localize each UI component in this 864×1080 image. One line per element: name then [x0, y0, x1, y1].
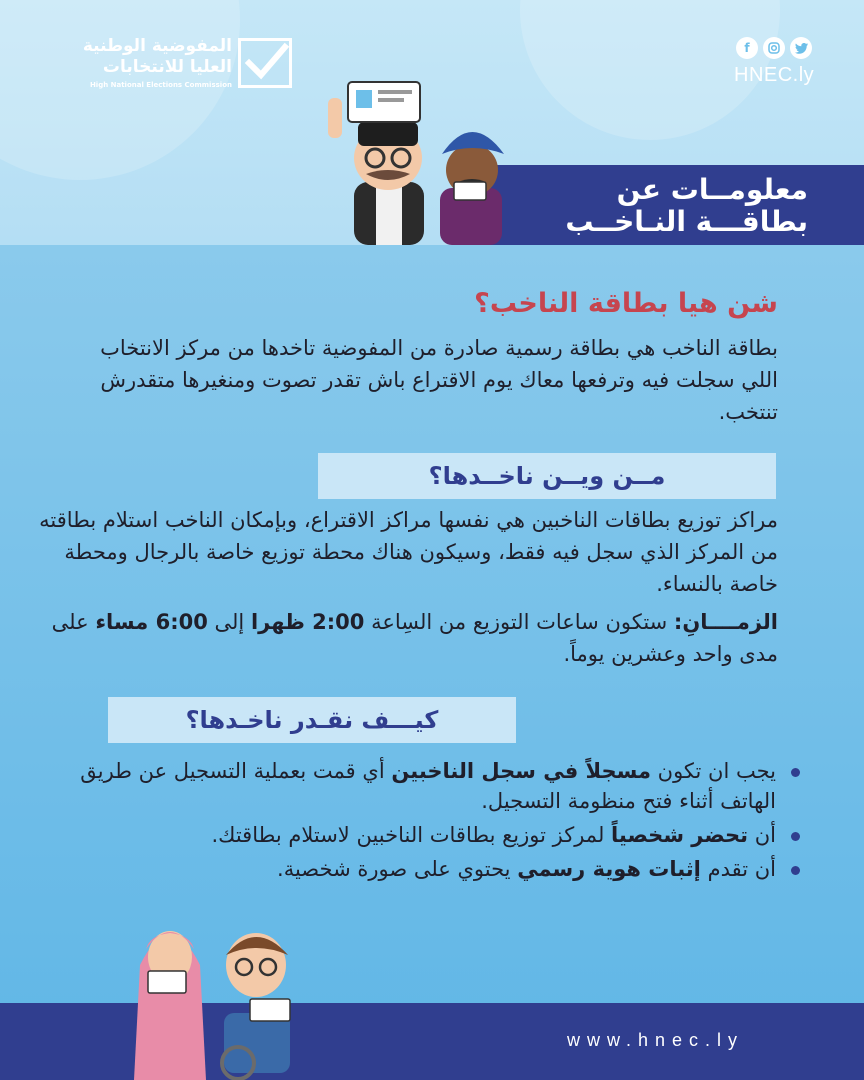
title-line-2: بطاقـــة النـاخــب: [565, 205, 808, 238]
social-url[interactable]: HNEC.ly: [734, 64, 815, 86]
requirement-text: أن: [748, 823, 776, 847]
time-text-3: على مدى واحد وعشرين يوماً.: [51, 610, 778, 666]
logo-arabic-line2: العليا للانتخابات: [102, 57, 232, 77]
requirement-text: لمركز توزيع بطاقات الناخبين لاستلام بطاقتك.: [211, 823, 612, 847]
logo-english-text: High National Elections Commission: [89, 81, 232, 89]
time-text-1: ستكون ساعات التوزيع من السِاعة: [364, 610, 674, 634]
requirement-item: [48, 820, 808, 850]
requirement-item: [48, 756, 808, 816]
section-heading-where: مــن ويــن ناخــدها؟: [428, 462, 666, 490]
distribution-time-paragraph: [38, 606, 778, 670]
instagram-icon[interactable]: [763, 37, 785, 59]
facebook-icon[interactable]: f: [736, 37, 758, 59]
section-body-where: مراكز توزيع بطاقات الناخبين هي نفسها مراكز الاقتراع، وبإمكان الناخب استلام بطاقته من المركز الذي سجل فيه فقط، وسيكون هناك محطة توزيع خاصة بالرجال ومحطة خاصة بالنساء.: [39, 508, 778, 596]
social-links: [736, 37, 812, 59]
ballot-check-icon: [238, 38, 292, 88]
footer-website-link[interactable]: www.hnec.ly: [566, 1030, 744, 1050]
requirement-bold: إثبات هوية رسمي: [517, 857, 701, 881]
twitter-icon[interactable]: [790, 37, 812, 59]
section-heading-bar-where: [318, 453, 776, 499]
section-heading-how: كيـــف نقـدر ناخـدها؟: [185, 706, 439, 734]
requirements-list: [48, 756, 808, 888]
logo-arabic-text: [62, 36, 232, 78]
woman-and-man-holding-voter-cards-illustration: [130, 905, 310, 1080]
section-heading-what-is-card: شن هيا بطاقة الناخب؟: [474, 288, 778, 319]
requirement-text: أي قمت بعملية التسجيل عن طريق الهاتف أثناء فتح منظومة التسجيل.: [80, 759, 776, 813]
requirement-item: [48, 854, 808, 884]
time-label: الزمــــانِ:: [673, 610, 778, 634]
two-men-holding-voter-cards-illustration: [318, 70, 518, 245]
time-text-2: إلى: [207, 610, 251, 634]
section-heading-bar-how: [108, 697, 516, 743]
hnec-logo: [72, 36, 292, 94]
requirement-text: يحتوي على صورة شخصية.: [277, 857, 518, 881]
requirement-bold: تحضر شخصياً: [611, 823, 749, 847]
requirement-bold: مسجلاً في سجل الناخبين: [391, 759, 651, 783]
section-body-what-is-card: بطاقة الناخب هي بطاقة رسمية صادرة من المفوضية تاخدها من مركز الانتخاب اللي سجلت فيه وترفعها معاك يوم الاقتراع باش تقدر تصوت ومنغيرها متقدرش تنتخب.: [100, 336, 778, 424]
time-end: 6:00 مساء: [95, 610, 208, 634]
time-start: 2:00 ظهرا: [250, 610, 365, 634]
requirement-text: أن تقدم: [700, 857, 776, 881]
requirement-text: يجب ان تكون: [650, 759, 776, 783]
logo-arabic-line1: المفوضية الوطنية: [82, 36, 232, 56]
title-line-1: معلومــات عن: [616, 173, 808, 206]
